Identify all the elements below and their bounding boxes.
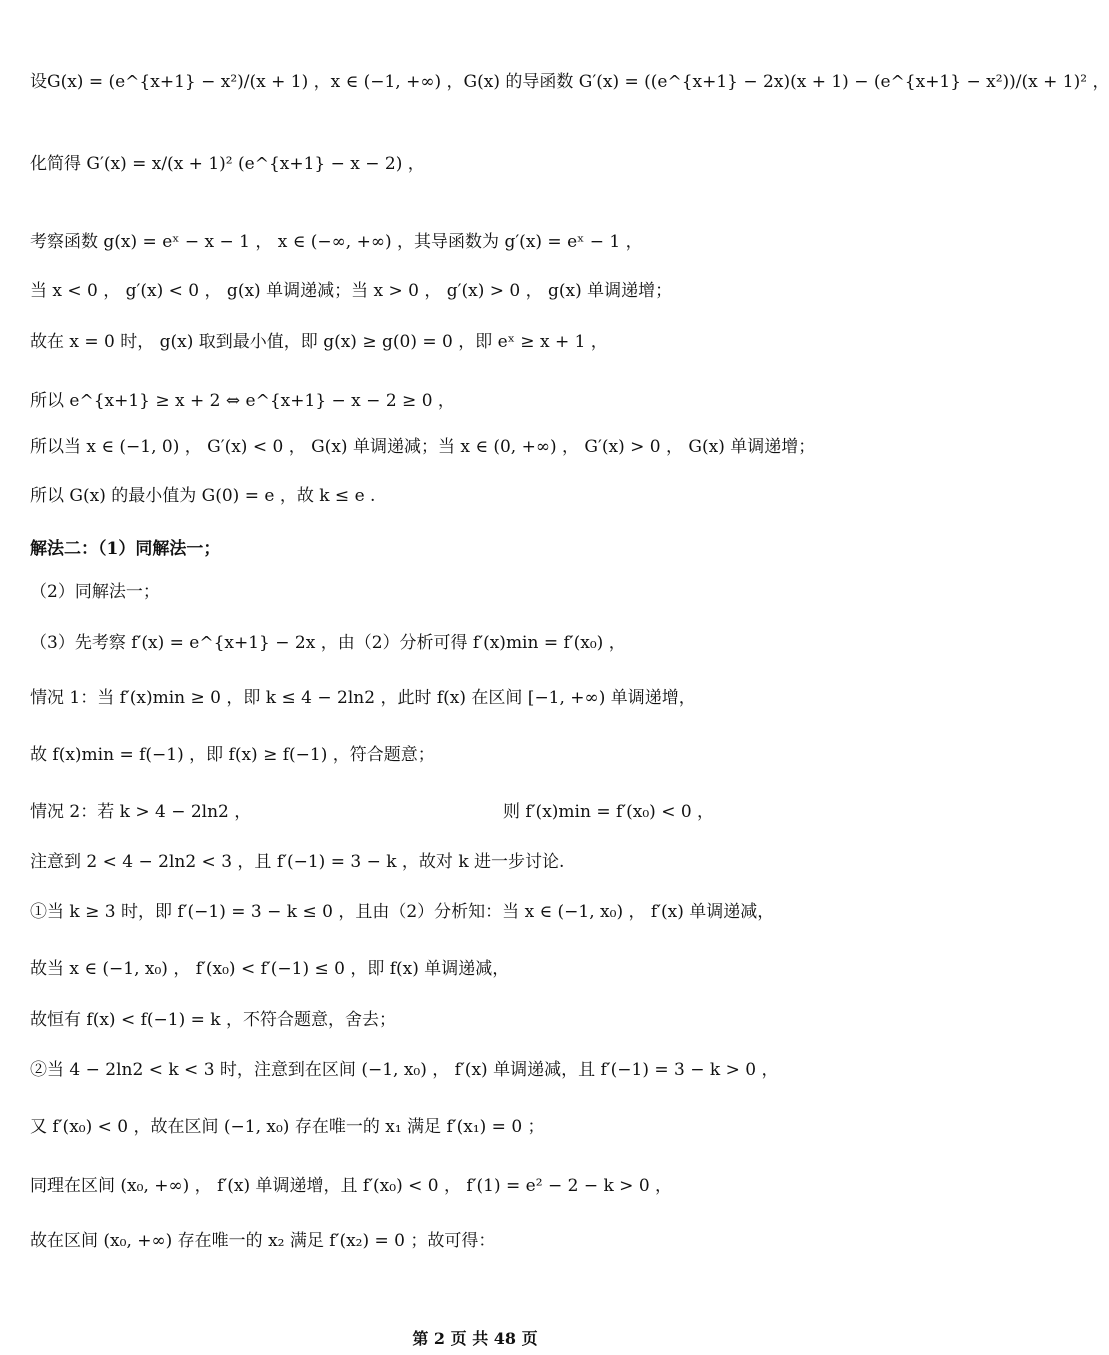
line-9: 解法二：（1）同解法一； — [30, 539, 221, 559]
line-7: 所以当 x ∈ (−1, 0) ， G′(x) < 0 ， G(x) 单调递减；当 x ∈ (0, +∞) ， G′(x) > 0 ， G(x) 单调递增； — [30, 437, 816, 457]
line-22: 故在区间 (x₀, +∞) 存在唯一的 x₂ 满足 f′(x₂) = 0 ；故可得： — [30, 1231, 496, 1251]
line-18: 故恒有 f(x) < f(−1) = k ，不符合题意，舍去； — [30, 1010, 396, 1030]
line-14: 情况 2：若 k > 4 − 2ln2 ， — [30, 802, 252, 822]
line-12: 情况 1：当 f′(x)min ≥ 0 ，即 k ≤ 4 − 2ln2 ，此时 f(x) 在区间 [−1, +∞) 单调递增， — [30, 688, 696, 708]
line-17: 故当 x ∈ (−1, x₀) ， f′(x₀) < f′(−1) ≤ 0 ，即 f(x) 单调递减， — [30, 959, 510, 979]
line-4: 当 x < 0 ， g′(x) < 0 ， g(x) 单调递减；当 x > 0 ， g′(x) > 0 ， g(x) 单调递增； — [30, 281, 673, 301]
line-14b: 则 f′(x)min = f′(x₀) < 0 ， — [503, 802, 715, 822]
page-footer: 第 2 页 共 48 页 — [412, 1329, 538, 1348]
line-1: 设G(x) = (e^{x+1} − x²)/(x + 1) ，x ∈ (−1, +∞) ，G(x) 的导函数 G′(x) = ((e^{x+1} − 2x)(x + 1) − (e^{x+1} − x²))/(x + 1)² ， — [30, 72, 1109, 92]
line-10: （2）同解法一； — [30, 582, 160, 602]
line-20: 又 f′(x₀) < 0 ，故在区间 (−1, x₀) 存在唯一的 x₁ 满足 f′(x₁) = 0 ； — [30, 1117, 545, 1137]
line-2: 化简得 G′(x) = x/(x + 1)² (e^{x+1} − x − 2) ， — [30, 154, 425, 174]
line-13: 故 f(x)min = f(−1) ，即 f(x) ≥ f(−1) ，符合题意； — [30, 745, 435, 765]
line-3: 考察函数 g(x) = eˣ − x − 1 ， x ∈ (−∞, +∞) ，其导函数为 g′(x) = eˣ − 1 ， — [30, 232, 643, 252]
line-16: ①当 k ≥ 3 时，即 f′(−1) = 3 − k ≤ 0 ，且由（2）分析知：当 x ∈ (−1, x₀) ， f′(x) 单调递减， — [30, 902, 775, 922]
line-6: 所以 e^{x+1} ≥ x + 2 ⇔ e^{x+1} − x − 2 ≥ 0 ， — [30, 391, 455, 411]
line-5: 故在 x = 0 时， g(x) 取到最小值，即 g(x) ≥ g(0) = 0 ，即 eˣ ≥ x + 1 ， — [30, 332, 608, 352]
line-11: （3）先考察 f′(x) = e^{x+1} − 2x ，由（2）分析可得 f′(x)min = f′(x₀) ， — [30, 633, 626, 653]
line-19: ②当 4 − 2ln2 < k < 3 时，注意到在区间 (−1, x₀) ， f′(x) 单调递减，且 f′(−1) = 3 − k > 0 ， — [30, 1060, 779, 1080]
line-15: 注意到 2 < 4 − 2ln2 < 3 ，且 f′(−1) = 3 − k ，故对 k 进一步讨论. — [30, 852, 565, 872]
line-8: 所以 G(x) 的最小值为 G(0) = e ，故 k ≤ e . — [30, 486, 376, 506]
line-21: 同理在区间 (x₀, +∞) ， f′(x) 单调递增，且 f′(x₀) < 0 ， f′(1) = e² − 2 − k > 0 ， — [30, 1176, 673, 1196]
